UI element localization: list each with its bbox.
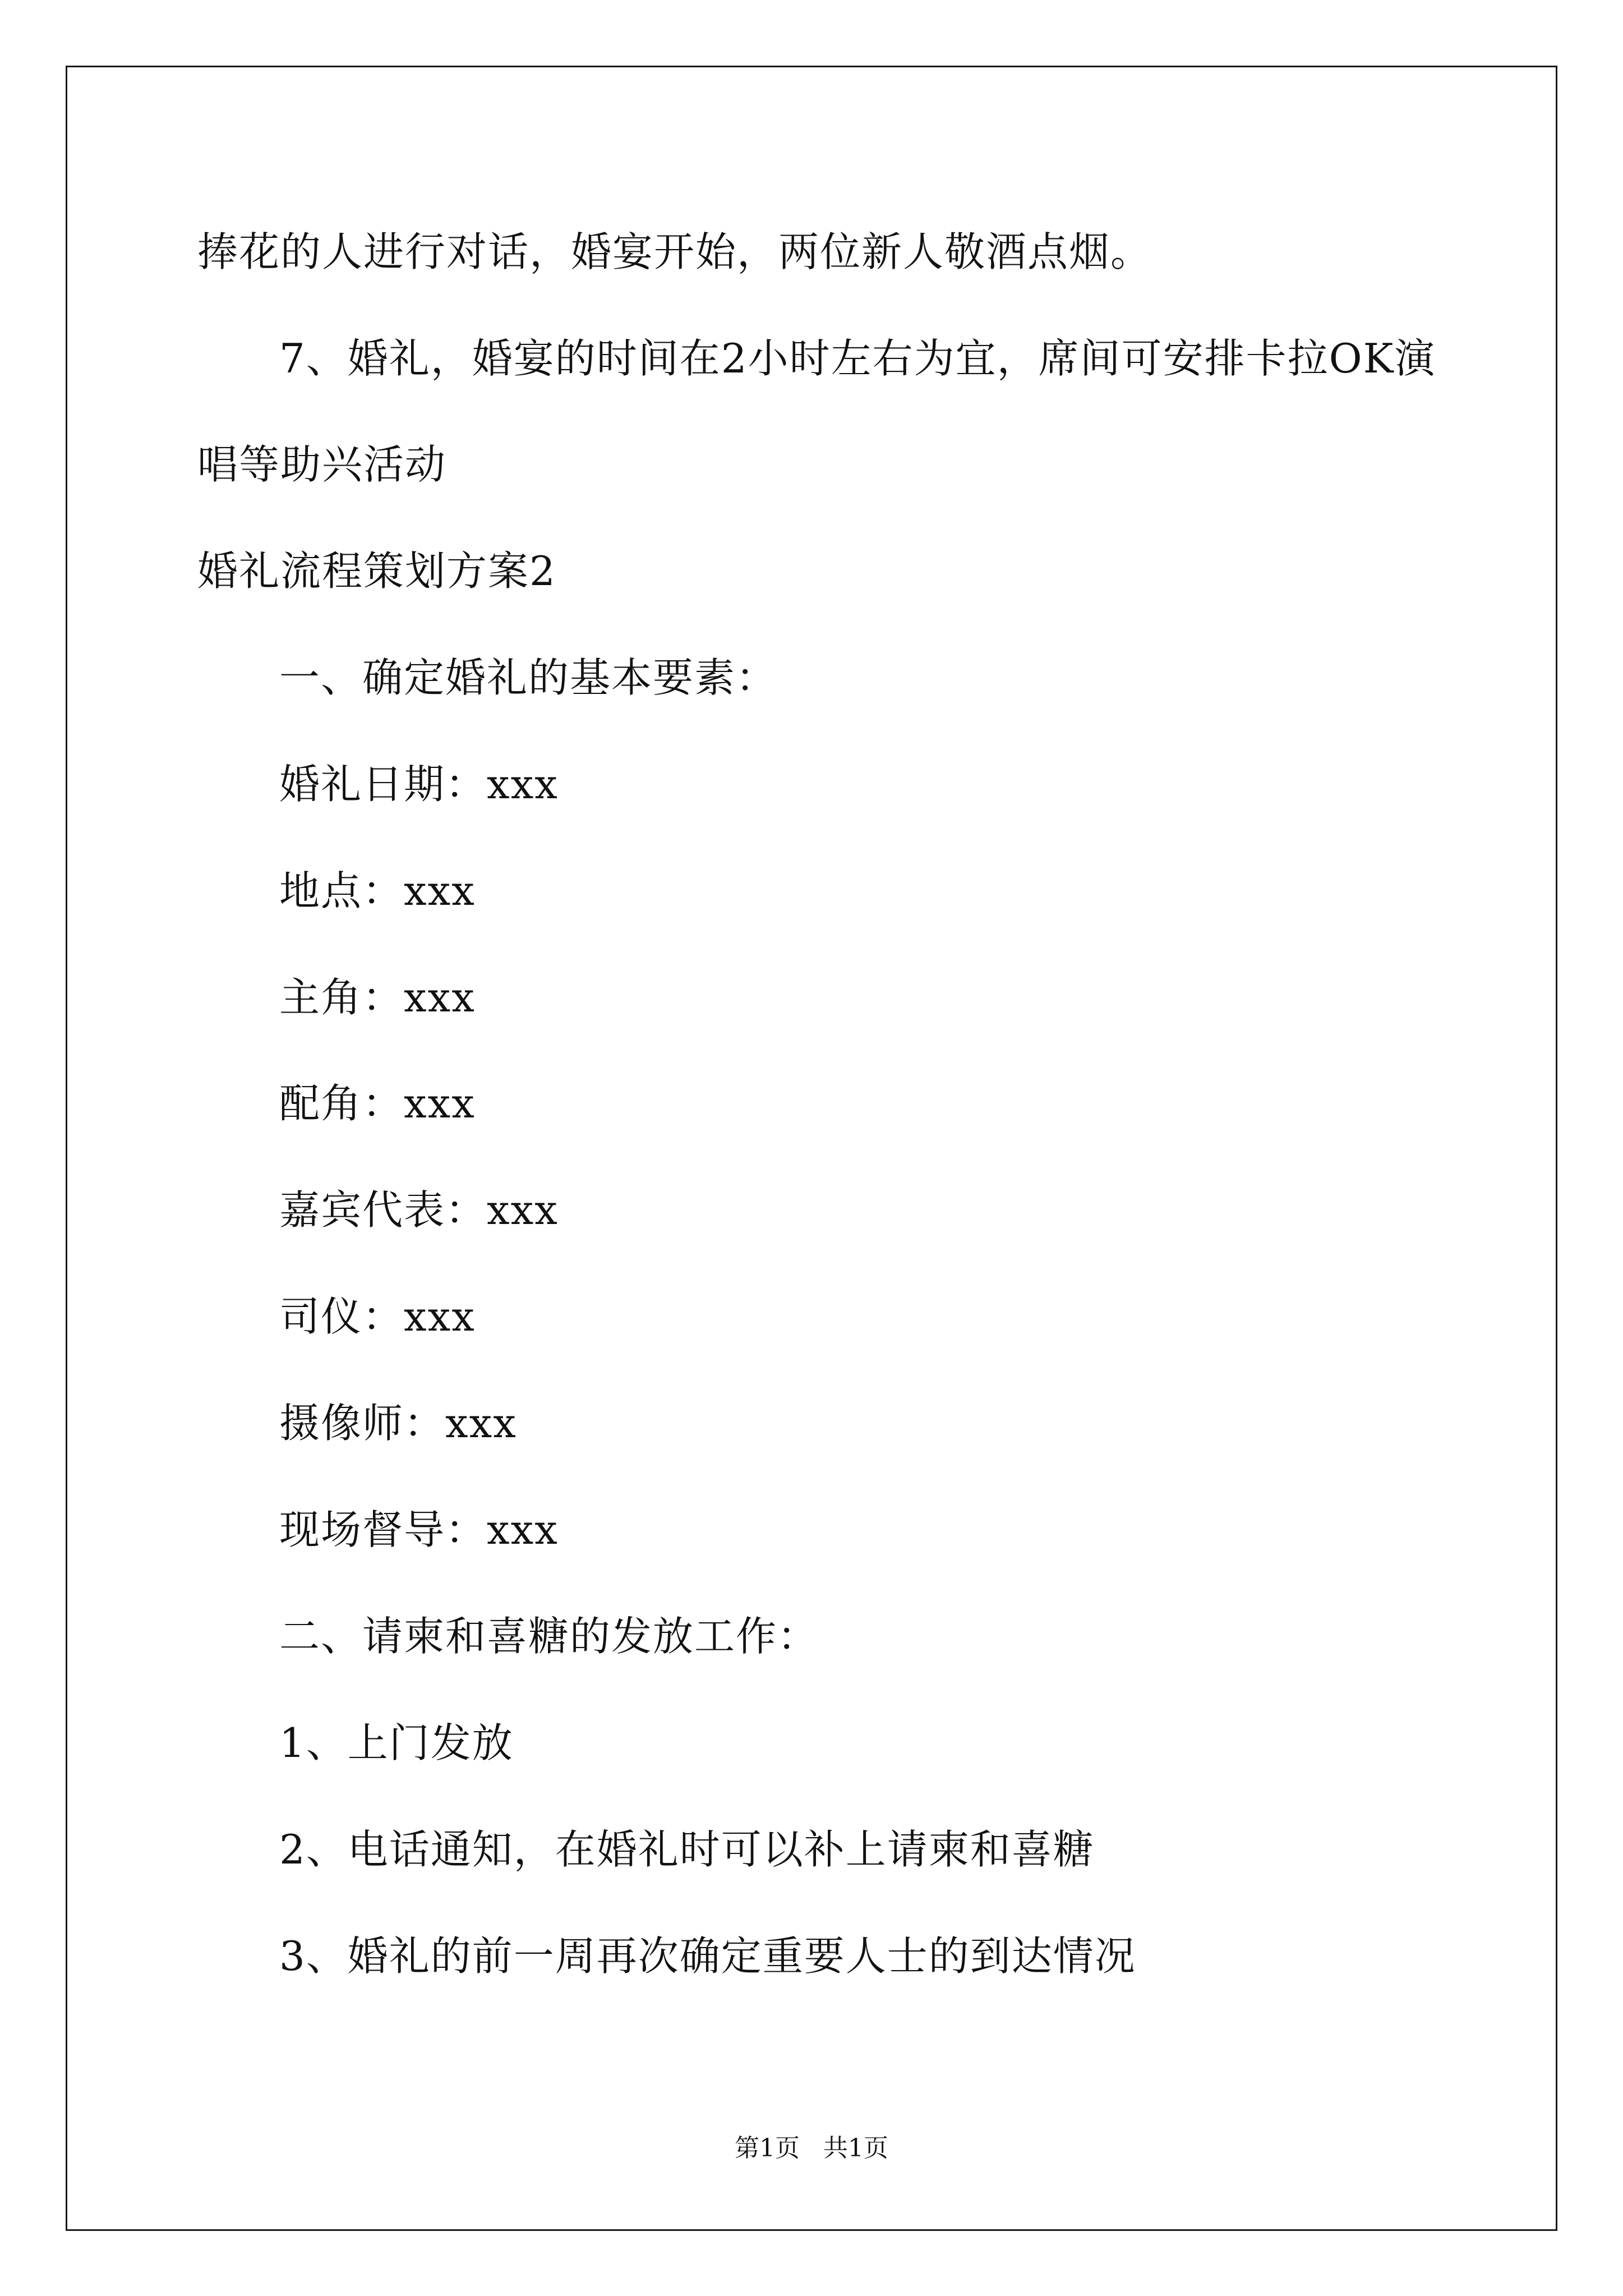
- paragraph-line: 唱等助兴活动: [197, 441, 447, 488]
- list-item: 2、电话通知，在婚礼时可以补上请柬和喜糖: [279, 1826, 1095, 1873]
- list-item: 主角：xxx: [279, 974, 476, 1021]
- list-item: 嘉宾代表：xxx: [279, 1186, 559, 1234]
- list-item: 1、上门发放: [279, 1719, 514, 1766]
- list-item: 地点：xxx: [279, 867, 476, 914]
- page-border: [66, 66, 1557, 2231]
- list-item: 摄像师：xxx: [279, 1400, 517, 1447]
- paragraph-line: 7、婚礼，婚宴的时间在2小时左右为宜，席间可安排卡拉OK演: [279, 335, 1436, 382]
- list-item: 司仪：xxx: [279, 1293, 476, 1340]
- page-number-footer: 第1页 共1页: [735, 2134, 888, 2162]
- section-heading: 一、确定婚礼的基本要素：: [279, 654, 778, 701]
- list-item: 现场督导：xxx: [279, 1506, 559, 1553]
- list-item: 婚礼日期：xxx: [279, 761, 559, 808]
- section-heading: 二、请柬和喜糖的发放工作：: [279, 1613, 819, 1660]
- list-item: 配角：xxx: [279, 1080, 476, 1127]
- list-item: 3、婚礼的前一周再次确定重要人士的到达情况: [279, 1932, 1136, 1980]
- paragraph-line: 捧花的人进行对话，婚宴开始，两位新人敬酒点烟。: [197, 228, 1152, 275]
- section-title: 婚礼流程策划方案2: [197, 547, 556, 595]
